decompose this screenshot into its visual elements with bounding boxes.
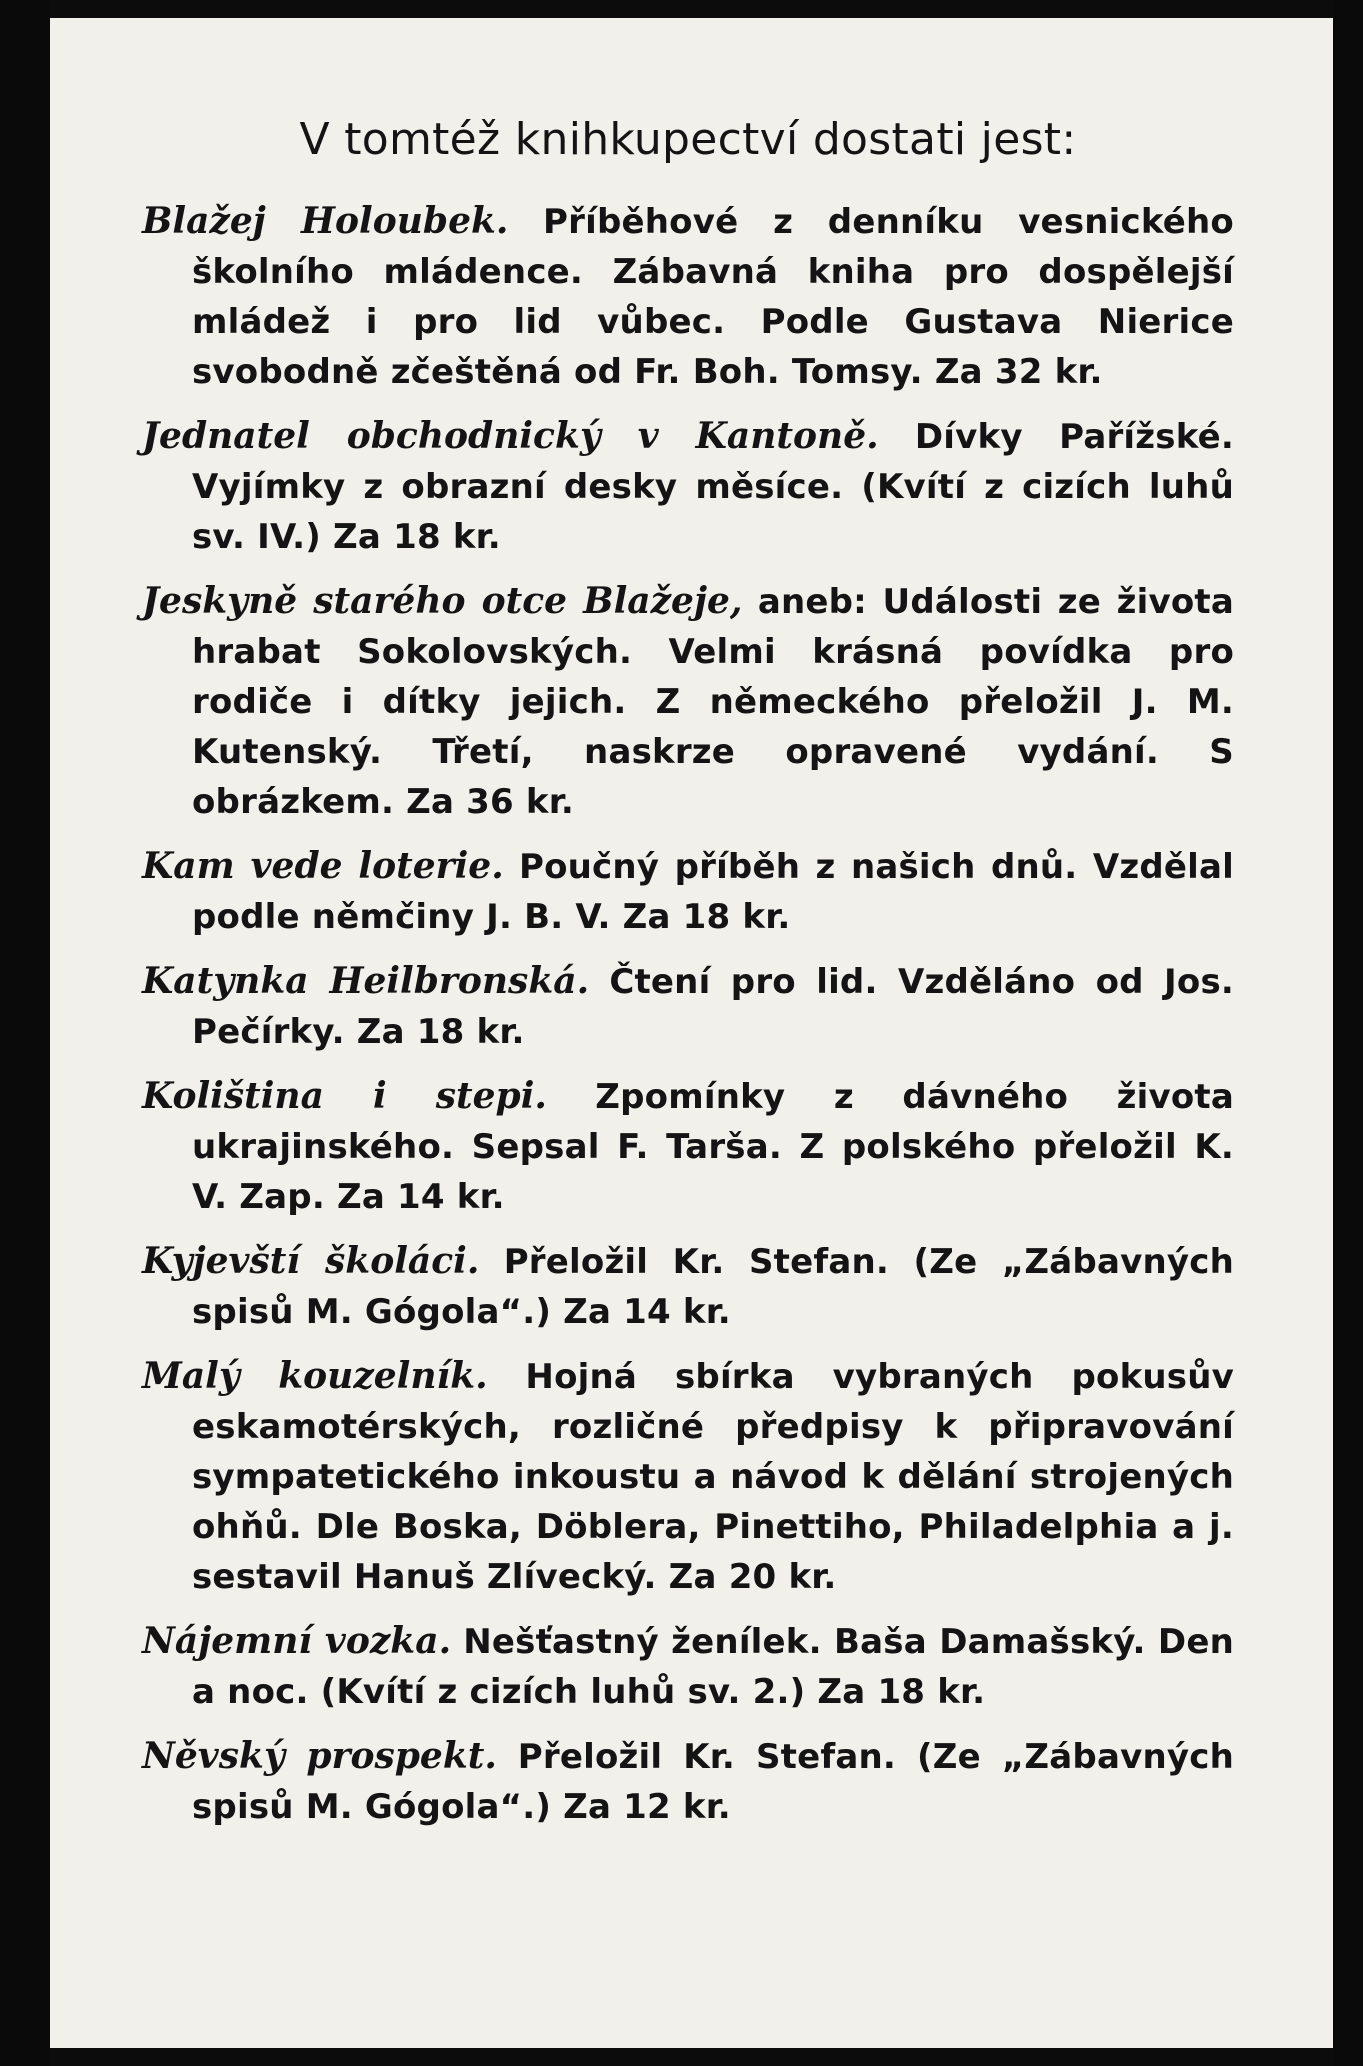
page-content: [142, 110, 1234, 1846]
entry-title: Malý kouzelník.: [142, 1355, 488, 1397]
entry-title: Něvský prospekt.: [142, 1735, 497, 1777]
scan-edge-left: [0, 0, 50, 2066]
catalog-entry: [142, 956, 1234, 1057]
catalog-entry: [142, 841, 1234, 942]
entry-title: Koliština i stepi.: [142, 1075, 547, 1117]
entry-title: Blažej Holoubek.: [142, 200, 509, 242]
entry-title: Jednatel obchodnický v Kantoně.: [142, 415, 879, 457]
entry-description: Příběhové z denníku vesnického školního mládence. Zábavná kniha pro dospělejší mládež i pro lid vůbec. Podle Gustava Nierice svobodně zčeštěná od Fr. Boh. Tomsy. Za 32 kr.: [192, 202, 1234, 392]
page-heading: V tomtéž knihkupectví dostati jest:: [299, 114, 1077, 165]
entry-description: Zpomínky z dávného života ukrajinského. Sepsal F. Tarša. Z polského přeložil K. V. Zap. Za 14 kr.: [192, 1077, 1234, 1217]
entry-description: Přeložil Kr. Stefan. (Ze „Zábavných spisů M. Gógola“.) Za 12 kr.: [192, 1737, 1234, 1827]
entry-description: Čtení pro lid. Vzděláno od Jos. Pečírky. Za 18 kr.: [192, 962, 1234, 1052]
entry-description: Nešťastný ženílek. Baša Damašský. Den a noc. (Kvítí z cizích luhů sv. 2.) Za 18 kr.: [192, 1622, 1234, 1712]
catalog-entry: [142, 411, 1234, 562]
entry-title: Kam vede loterie.: [142, 845, 504, 887]
entry-description: Hojná sbírka vybraných pokusův eskamotérských, rozličné předpisy k připravování sympatetického inkoustu a návod k dělání strojených ohňů. Dle Boska, Döblera, Pinettiho, Philadelphia a j. sestavil Hanuš Zlívecký. Za 20 kr.: [192, 1357, 1235, 1597]
catalog-entry: [142, 1236, 1234, 1337]
catalog-entry: [142, 1616, 1234, 1717]
scan-edge-right: [1333, 0, 1363, 2066]
entry-description: Poučný příběh z našich dnů. Vzdělal podle němčiny J. B. V. Za 18 kr.: [192, 847, 1234, 937]
entry-description: Přeložil Kr. Stefan. (Ze „Zábavných spisů M. Gógola“.) Za 14 kr.: [192, 1242, 1234, 1332]
catalog-entry: [142, 196, 1234, 397]
catalog-entry: [142, 1351, 1234, 1602]
book-page: [50, 18, 1333, 2048]
entry-title: Kyjevští školáci.: [142, 1240, 480, 1282]
entry-description: Dívky Pařížské. Vyjímky z obrazní desky měsíce. (Kvítí z cizích luhů sv. IV.) Za 18 kr.: [192, 417, 1234, 557]
entry-description: aneb: Události ze života hrabat Sokolovských. Velmi krásná povídka pro rodiče i dítky jejich. Z německého přeložil J. M. Kutenský. Třetí, naskrze opravené vydání. S obrázkem. Za 36 kr.: [192, 582, 1234, 822]
entry-title: Jeskyně starého otce Blažeje,: [142, 580, 743, 622]
catalog-entry: [142, 1731, 1234, 1832]
entry-title: Nájemní vozka.: [142, 1620, 452, 1662]
catalog-entry: [142, 1071, 1234, 1222]
catalog-entry: [142, 576, 1234, 827]
entry-title: Katynka Heilbronská.: [142, 960, 590, 1002]
